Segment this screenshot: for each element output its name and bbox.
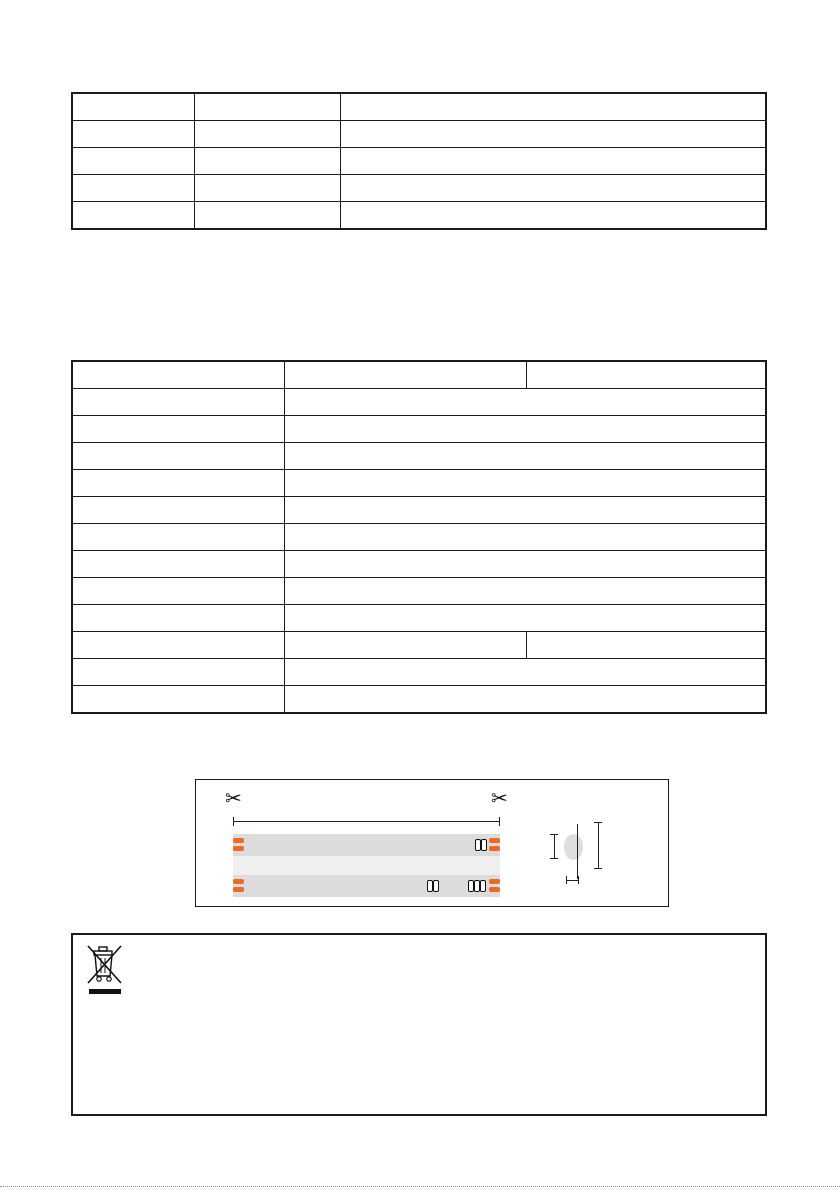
dimension-tick <box>499 817 500 826</box>
strip-profile-view <box>564 834 583 860</box>
profile-edge-line <box>577 824 578 879</box>
table-value-cell <box>284 443 766 470</box>
weee-disposal-notice <box>71 933 767 1116</box>
table-label-cell <box>72 416 284 443</box>
table-row <box>72 175 766 202</box>
table-cell <box>194 175 340 202</box>
table-label-cell <box>72 497 284 524</box>
solder-pad <box>233 879 244 884</box>
dimension-tick <box>594 822 602 823</box>
dimension-tick <box>550 858 558 859</box>
table-value-cell <box>284 686 766 714</box>
table-cell <box>72 202 194 230</box>
height-dimension-line <box>554 834 555 858</box>
table-cell <box>72 121 194 148</box>
table-row <box>72 93 766 121</box>
table-cell <box>340 93 766 121</box>
table-cell <box>72 175 194 202</box>
table-label-cell <box>72 686 284 714</box>
solder-pad <box>489 846 500 851</box>
table-cell <box>194 93 340 121</box>
dimension-tick <box>233 817 234 826</box>
total-height-dimension-line <box>598 822 599 868</box>
table-label-cell <box>72 659 284 686</box>
table-row <box>72 121 766 148</box>
table-row <box>72 551 766 578</box>
thickness-dimension-line <box>566 880 578 881</box>
table-label-cell <box>72 361 284 389</box>
table-value-cell <box>284 632 526 659</box>
table-cell <box>194 148 340 175</box>
strip-band-top <box>233 834 500 856</box>
table-row <box>72 202 766 230</box>
spec-table-2 <box>71 360 767 714</box>
table-cell <box>340 202 766 230</box>
resistor-component <box>433 880 439 892</box>
table-label-cell <box>72 632 284 659</box>
table-value-cell <box>284 605 766 632</box>
solder-pad <box>233 846 244 851</box>
table-value-cell <box>284 578 766 605</box>
table-label-cell <box>72 578 284 605</box>
table-label-cell <box>72 605 284 632</box>
solder-pad <box>489 879 500 884</box>
table-row <box>72 470 766 497</box>
table-label-cell <box>72 443 284 470</box>
strip-band-bottom <box>233 875 500 897</box>
table-row <box>72 686 766 714</box>
table-cell <box>72 93 194 121</box>
table-cell <box>72 148 194 175</box>
table-cell <box>194 202 340 230</box>
table-row <box>72 148 766 175</box>
table-label-cell <box>72 470 284 497</box>
dimension-tick <box>578 876 579 884</box>
table-row <box>72 605 766 632</box>
table-value-cell <box>284 389 766 416</box>
segment-length-line <box>233 821 500 822</box>
table-value-cell <box>284 497 766 524</box>
table-label-cell <box>72 524 284 551</box>
solder-pad <box>233 838 244 843</box>
table-value-cell <box>284 470 766 497</box>
table-row <box>72 443 766 470</box>
dimension-tick <box>550 834 558 835</box>
crossed-out-wheelie-bin-icon <box>85 943 125 995</box>
scissors-icon: ✂ <box>491 788 508 810</box>
table-label-cell <box>72 389 284 416</box>
table-value-cell <box>284 551 766 578</box>
solder-pad <box>489 887 500 892</box>
table-row <box>72 416 766 443</box>
table-value-cell <box>284 416 766 443</box>
table-cell <box>194 121 340 148</box>
resistor-component <box>481 839 487 851</box>
dimension-tick <box>594 868 602 869</box>
page-edge-divider <box>0 1186 840 1189</box>
table-row <box>72 361 766 389</box>
led-strip-diagram <box>195 779 669 907</box>
table-row <box>72 578 766 605</box>
table-value-cell <box>284 361 526 389</box>
solder-pad <box>489 838 500 843</box>
table-row <box>72 389 766 416</box>
table-row <box>72 524 766 551</box>
table-label-cell <box>72 551 284 578</box>
table-row <box>72 632 766 659</box>
spec-table-1 <box>71 92 767 230</box>
table-cell <box>340 175 766 202</box>
table-cell <box>340 148 766 175</box>
scissors-icon: ✂ <box>225 788 242 810</box>
resistor-component <box>480 880 486 892</box>
table-value-cell <box>284 524 766 551</box>
strip-band-middle <box>233 856 500 875</box>
dimension-tick <box>566 876 567 884</box>
table-row <box>72 497 766 524</box>
table-cell <box>340 121 766 148</box>
table-value-cell <box>284 659 766 686</box>
table-value-cell <box>526 361 766 389</box>
table-value-cell <box>526 632 766 659</box>
solder-pad <box>233 887 244 892</box>
table-row <box>72 659 766 686</box>
